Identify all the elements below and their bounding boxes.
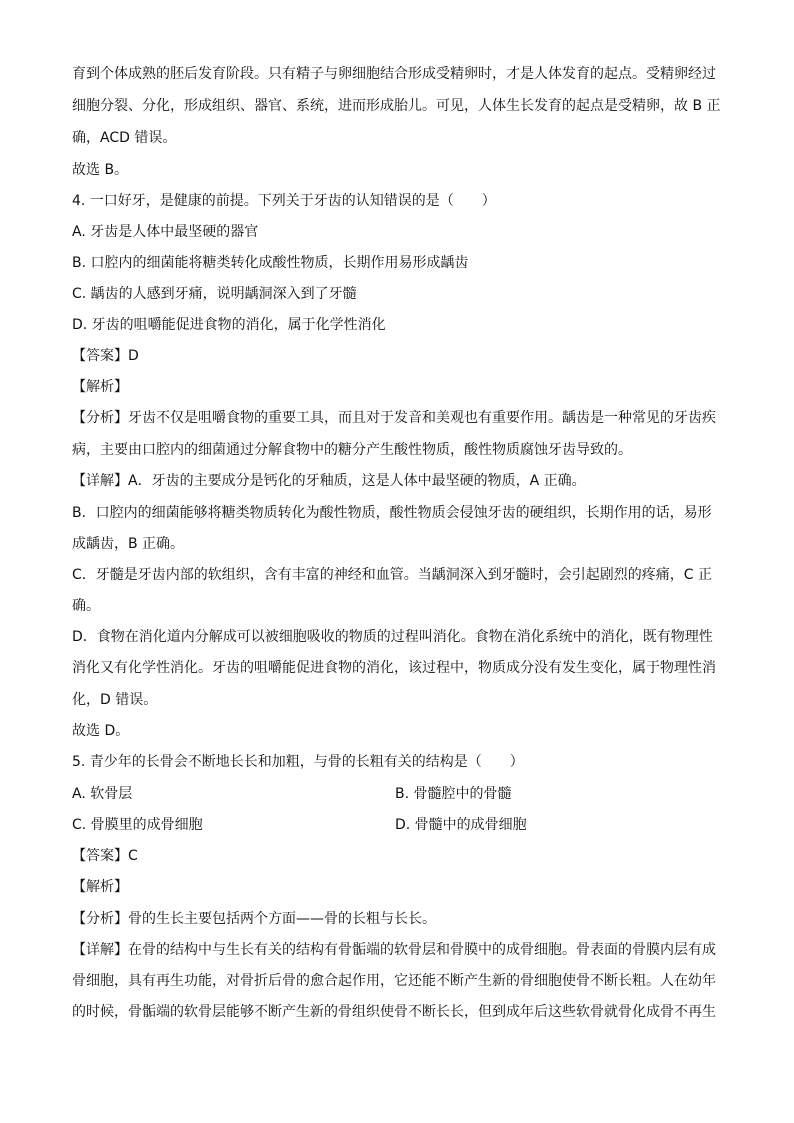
text-line: 【详解】A．牙齿的主要成分是钙化的牙釉质，这是人体中最坚硬的物质，A 正确。 <box>72 473 586 489</box>
q4-option-c: C. 龋齿的人感到牙痛，说明龋洞深入到了牙髓 <box>72 286 357 302</box>
text-line: C．牙髓是牙齿内部的软组织，含有丰富的神经和血管。当龋洞深入到牙髓时，会引起剧烈的疼痛，C 正 <box>72 567 712 583</box>
text-line: 育到个体成熟的胚后发育阶段。只有精子与卵细胞结合形成受精卵时，才是人体发育的起点。受精卵经过 <box>72 66 716 82</box>
text-line: B．口腔内的细菌能够将糖类物质转化为酸性物质，酸性物质会侵蚀牙齿的硬组织，长期作用的话，易形 <box>72 505 712 521</box>
text-line: 的时候，骨骺端的软骨层能够不断产生新的骨组织使骨不断长长，但到成年后这些软骨就骨化成骨不再生 <box>72 1004 716 1020</box>
q4-option-a: A. 牙齿是人体中最坚硬的器官 <box>72 224 259 240</box>
text-line: 确。 <box>72 598 100 614</box>
q4-analysis-heading: 【解析】 <box>72 379 128 395</box>
text-line: D．食物在消化道内分解成可以被细胞吸收的物质的过程叫消化。食物在消化系统中的消化，既有物理性 <box>72 629 713 645</box>
q5-option-c: C. 骨膜里的成骨细胞 <box>72 817 203 833</box>
text-line: 化，D 错误。 <box>72 692 158 708</box>
text-line: 成龋齿，B 正确。 <box>72 536 185 552</box>
text-line: 骨细胞，具有再生功能，对骨折后骨的愈合起作用，它还能不断产生新的骨细胞使骨不断长粗。人在幼年 <box>72 973 716 989</box>
q4-option-d: D. 牙齿的咀嚼能促进食物的消化，属于化学性消化 <box>72 317 386 333</box>
q5-answer: 【答案】C <box>72 848 138 864</box>
text-line: 【详解】在骨的结构中与生长有关的结构有骨骺端的软骨层和骨膜中的成骨细胞。骨表面的骨膜内层有成 <box>72 942 716 958</box>
q4-option-b: B. 口腔内的细菌能将糖类转化成酸性物质，长期作用易形成龋齿 <box>72 255 469 271</box>
q4-answer: 【答案】D <box>72 348 139 364</box>
text-line: 病，主要由口腔内的细菌通过分解食物中的糖分产生酸性物质，酸性物质腐蚀牙齿导致的。 <box>72 442 632 458</box>
question-4-stem: 4. 一口好牙，是健康的前提。下列关于牙齿的认知错误的是（ ） <box>72 193 496 209</box>
text-line: 故选 B。 <box>72 162 129 178</box>
q5-option-b: B. 骨髓腔中的骨髓 <box>395 786 512 802</box>
q5-analysis-heading: 【解析】 <box>72 879 128 895</box>
text-line: 细胞分裂、分化，形成组织、器官、系统，进而形成胎儿。可见，人体生长发育的起点是受精卵，故 B 正 <box>72 98 721 114</box>
text-line: 【分析】牙齿不仅是咀嚼食物的重要工具，而且对于发音和美观也有重要作用。龋齿是一种常见的牙齿疾 <box>72 410 716 426</box>
q5-option-a: A. 软骨层 <box>72 786 133 802</box>
q5-option-d: D. 骨髓中的成骨细胞 <box>395 817 527 833</box>
text-line: 故选 D。 <box>72 723 130 739</box>
text-line: 【分析】骨的生长主要包括两个方面——骨的长粗与长长。 <box>72 911 436 927</box>
question-5-stem: 5. 青少年的长骨会不断地长长和加粗，与骨的长粗有关的结构是（ ） <box>72 754 524 770</box>
text-line: 确，ACD 错误。 <box>72 130 177 146</box>
text-line: 消化又有化学性消化。牙齿的咀嚼能促进食物的消化，该过程中，物质成分没有发生变化，属于物理性消 <box>72 660 716 676</box>
